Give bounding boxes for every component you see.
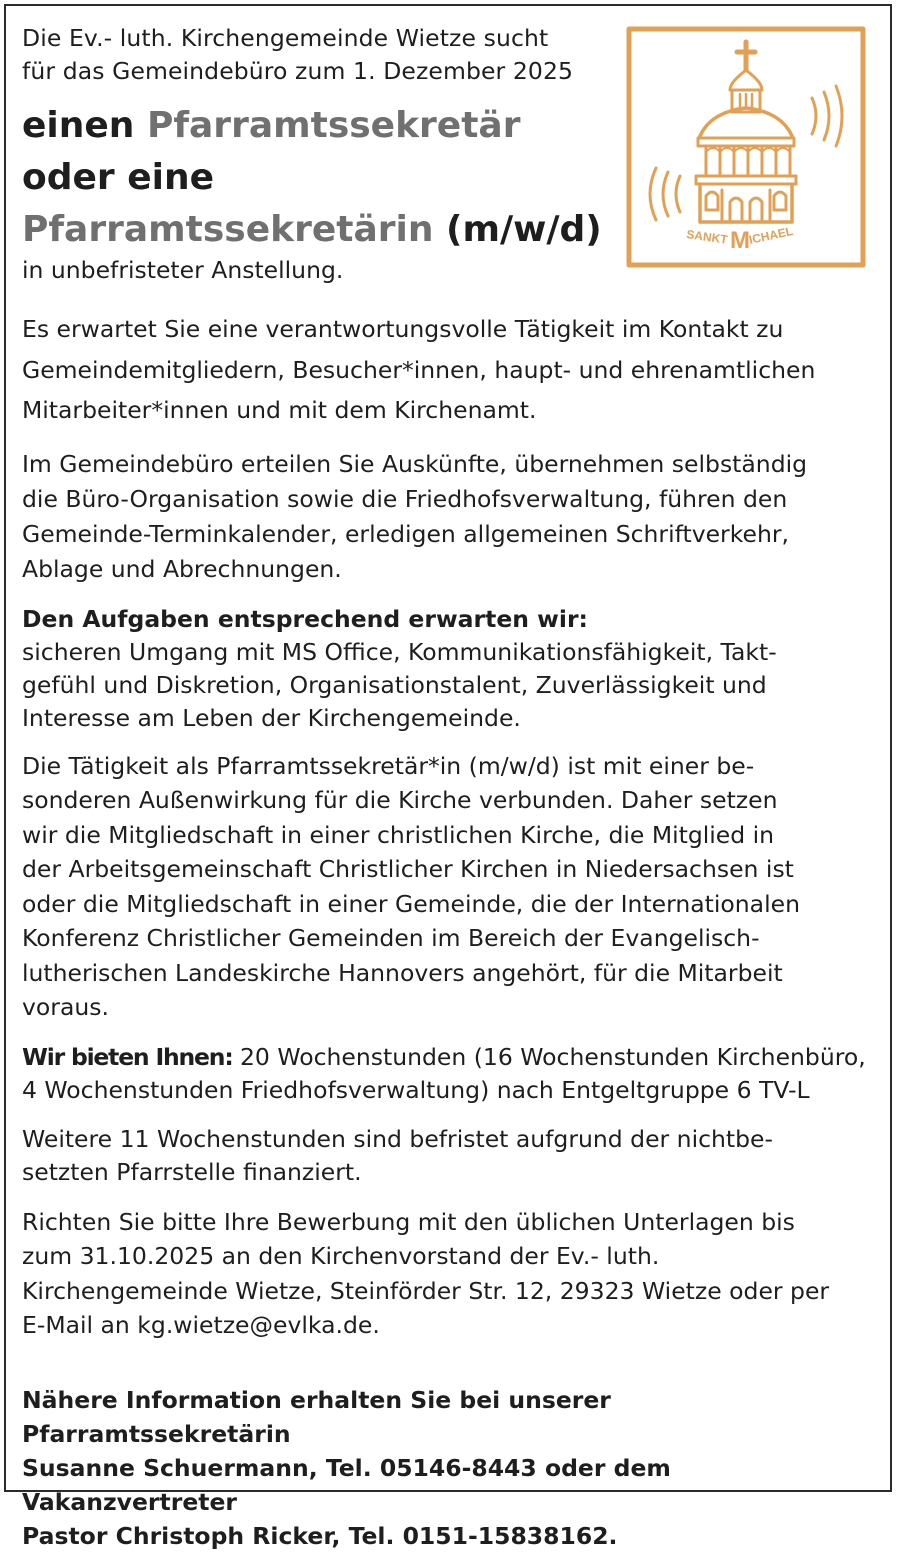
text-line: wir die Mitgliedschaft in einer christlichen Kirche, die Mitglied in xyxy=(22,820,775,849)
paragraph-contact xyxy=(22,309,878,431)
paragraph-membership xyxy=(22,749,878,1025)
title-word: Pfarramtssekretärin xyxy=(22,209,434,250)
title-word: (m/w/d) xyxy=(433,209,602,250)
text-line: Ablage und Abrechnungen. xyxy=(22,554,342,583)
text-line: setzten Pfarrstelle finanziert. xyxy=(22,1157,362,1186)
text-line: lutherischen Landeskirche Hannovers angehört, für die Mitarbeit xyxy=(22,958,783,987)
section-heading: Den Aufgaben entsprechend erwarten wir: xyxy=(22,604,588,633)
title-word: Pfarramtssekretär xyxy=(146,105,521,146)
text-line: Die Tätigkeit als Pfarramtssekretär*in (m/w/d) ist mit einer be- xyxy=(22,751,755,780)
text-line: Richten Sie bitte Ihre Bewerbung mit den üblichen Unterlagen bis xyxy=(22,1207,795,1236)
text-line: E-Mail an kg.wietze@evlka.de. xyxy=(22,1311,380,1339)
text-line: Im Gemeindebüro erteilen Sie Auskünfte, übernehmen selbständig xyxy=(22,449,808,478)
text-line: Weitere 11 Wochenstunden sind befristet aufgrund der nichtbe- xyxy=(22,1124,773,1153)
text-line: Kirchengemeinde Wietze, Steinförder Str. 12, 29323 Wietze oder per xyxy=(22,1276,830,1305)
paragraph-application xyxy=(22,1205,878,1343)
logo-text-michael: ICHAEL xyxy=(747,223,795,247)
text-line: Es erwartet Sie eine verantwortungsvolle Tätigkeit im Kontakt zu xyxy=(22,315,784,343)
text-line: Mitarbeiter*innen und mit dem Kirchenamt. xyxy=(22,396,537,424)
text-line: 20 Wochenstunden (16 Wochenstunden Kirchenbüro, xyxy=(232,1042,866,1071)
paragraph-requirements xyxy=(22,603,878,735)
text-line: sicheren Umgang mit MS Office, Kommunikationsfähigkeit, Takt- xyxy=(22,637,777,666)
employment-type: in unbefristeter Anstellung. xyxy=(22,256,344,284)
logo-text-sankt: SANKT xyxy=(685,227,729,247)
text-line: sonderen Außenwirkung für die Kirche verbunden. Daher setzen xyxy=(22,786,778,814)
text-line: die Büro-Organisation sowie die Friedhofsverwaltung, führen den xyxy=(22,484,788,513)
intro-line: Die Ev.- luth. Kirchengemeinde Wietze sucht xyxy=(22,24,549,52)
text-line: Gemeindemitgliedern, Besucher*innen, haupt- und ehrenamtlichen xyxy=(22,355,816,384)
text-line: Gemeinde-Terminkalender, erledigen allgemeinen Schriftverkehr, xyxy=(22,519,789,548)
paragraph-offer xyxy=(22,1041,878,1107)
paragraph-tasks xyxy=(22,447,878,587)
text-line: zum 31.10.2025 an den Kirchenvorstand der Ev.- luth. xyxy=(22,1242,660,1270)
text-line: oder die Mitgliedschaft in einer Gemeinde, die der Internationalen xyxy=(22,889,800,918)
text-line: Nähere Information erhalten Sie bei unserer Pfarramtssekretärin xyxy=(22,1385,611,1448)
text-line: der Arbeitsgemeinschaft Christlicher Kirchen in Niedersachsen ist xyxy=(22,855,794,883)
paragraph-extra-hours xyxy=(22,1123,878,1189)
title-word: einen xyxy=(22,105,147,146)
intro-line: für das Gemeindebüro zum 1. Dezember 2025 xyxy=(22,57,574,85)
offer-label: Wir bieten Ihnen: xyxy=(22,1042,233,1071)
text-line: gefühl und Diskretion, Organisationstalent, Zuverlässigkeit und xyxy=(22,670,767,699)
logo-text-m: M xyxy=(730,227,750,254)
text-line: Susanne Schuermann, Tel. 05146-8443 oder dem Vakanzvertreter xyxy=(22,1453,671,1516)
text-line: voraus. xyxy=(22,993,109,1021)
title-word: oder eine xyxy=(22,157,215,198)
church-tower-bells-icon xyxy=(626,26,866,268)
text-line: Interesse am Leben der Kirchengemeinde. xyxy=(22,703,521,732)
paragraph-contact-info xyxy=(22,1383,878,1553)
text-line: Konferenz Christlicher Gemeinden im Bereich der Evangelisch- xyxy=(22,924,760,952)
text-line: 4 Wochenstunden Friedhofsverwaltung) nach Entgeltgruppe 6 TV-L xyxy=(22,1075,810,1104)
sankt-michael-logo xyxy=(626,26,866,268)
text-line: Pastor Christoph Ricker, Tel. 0151-15838162. xyxy=(22,1521,618,1550)
